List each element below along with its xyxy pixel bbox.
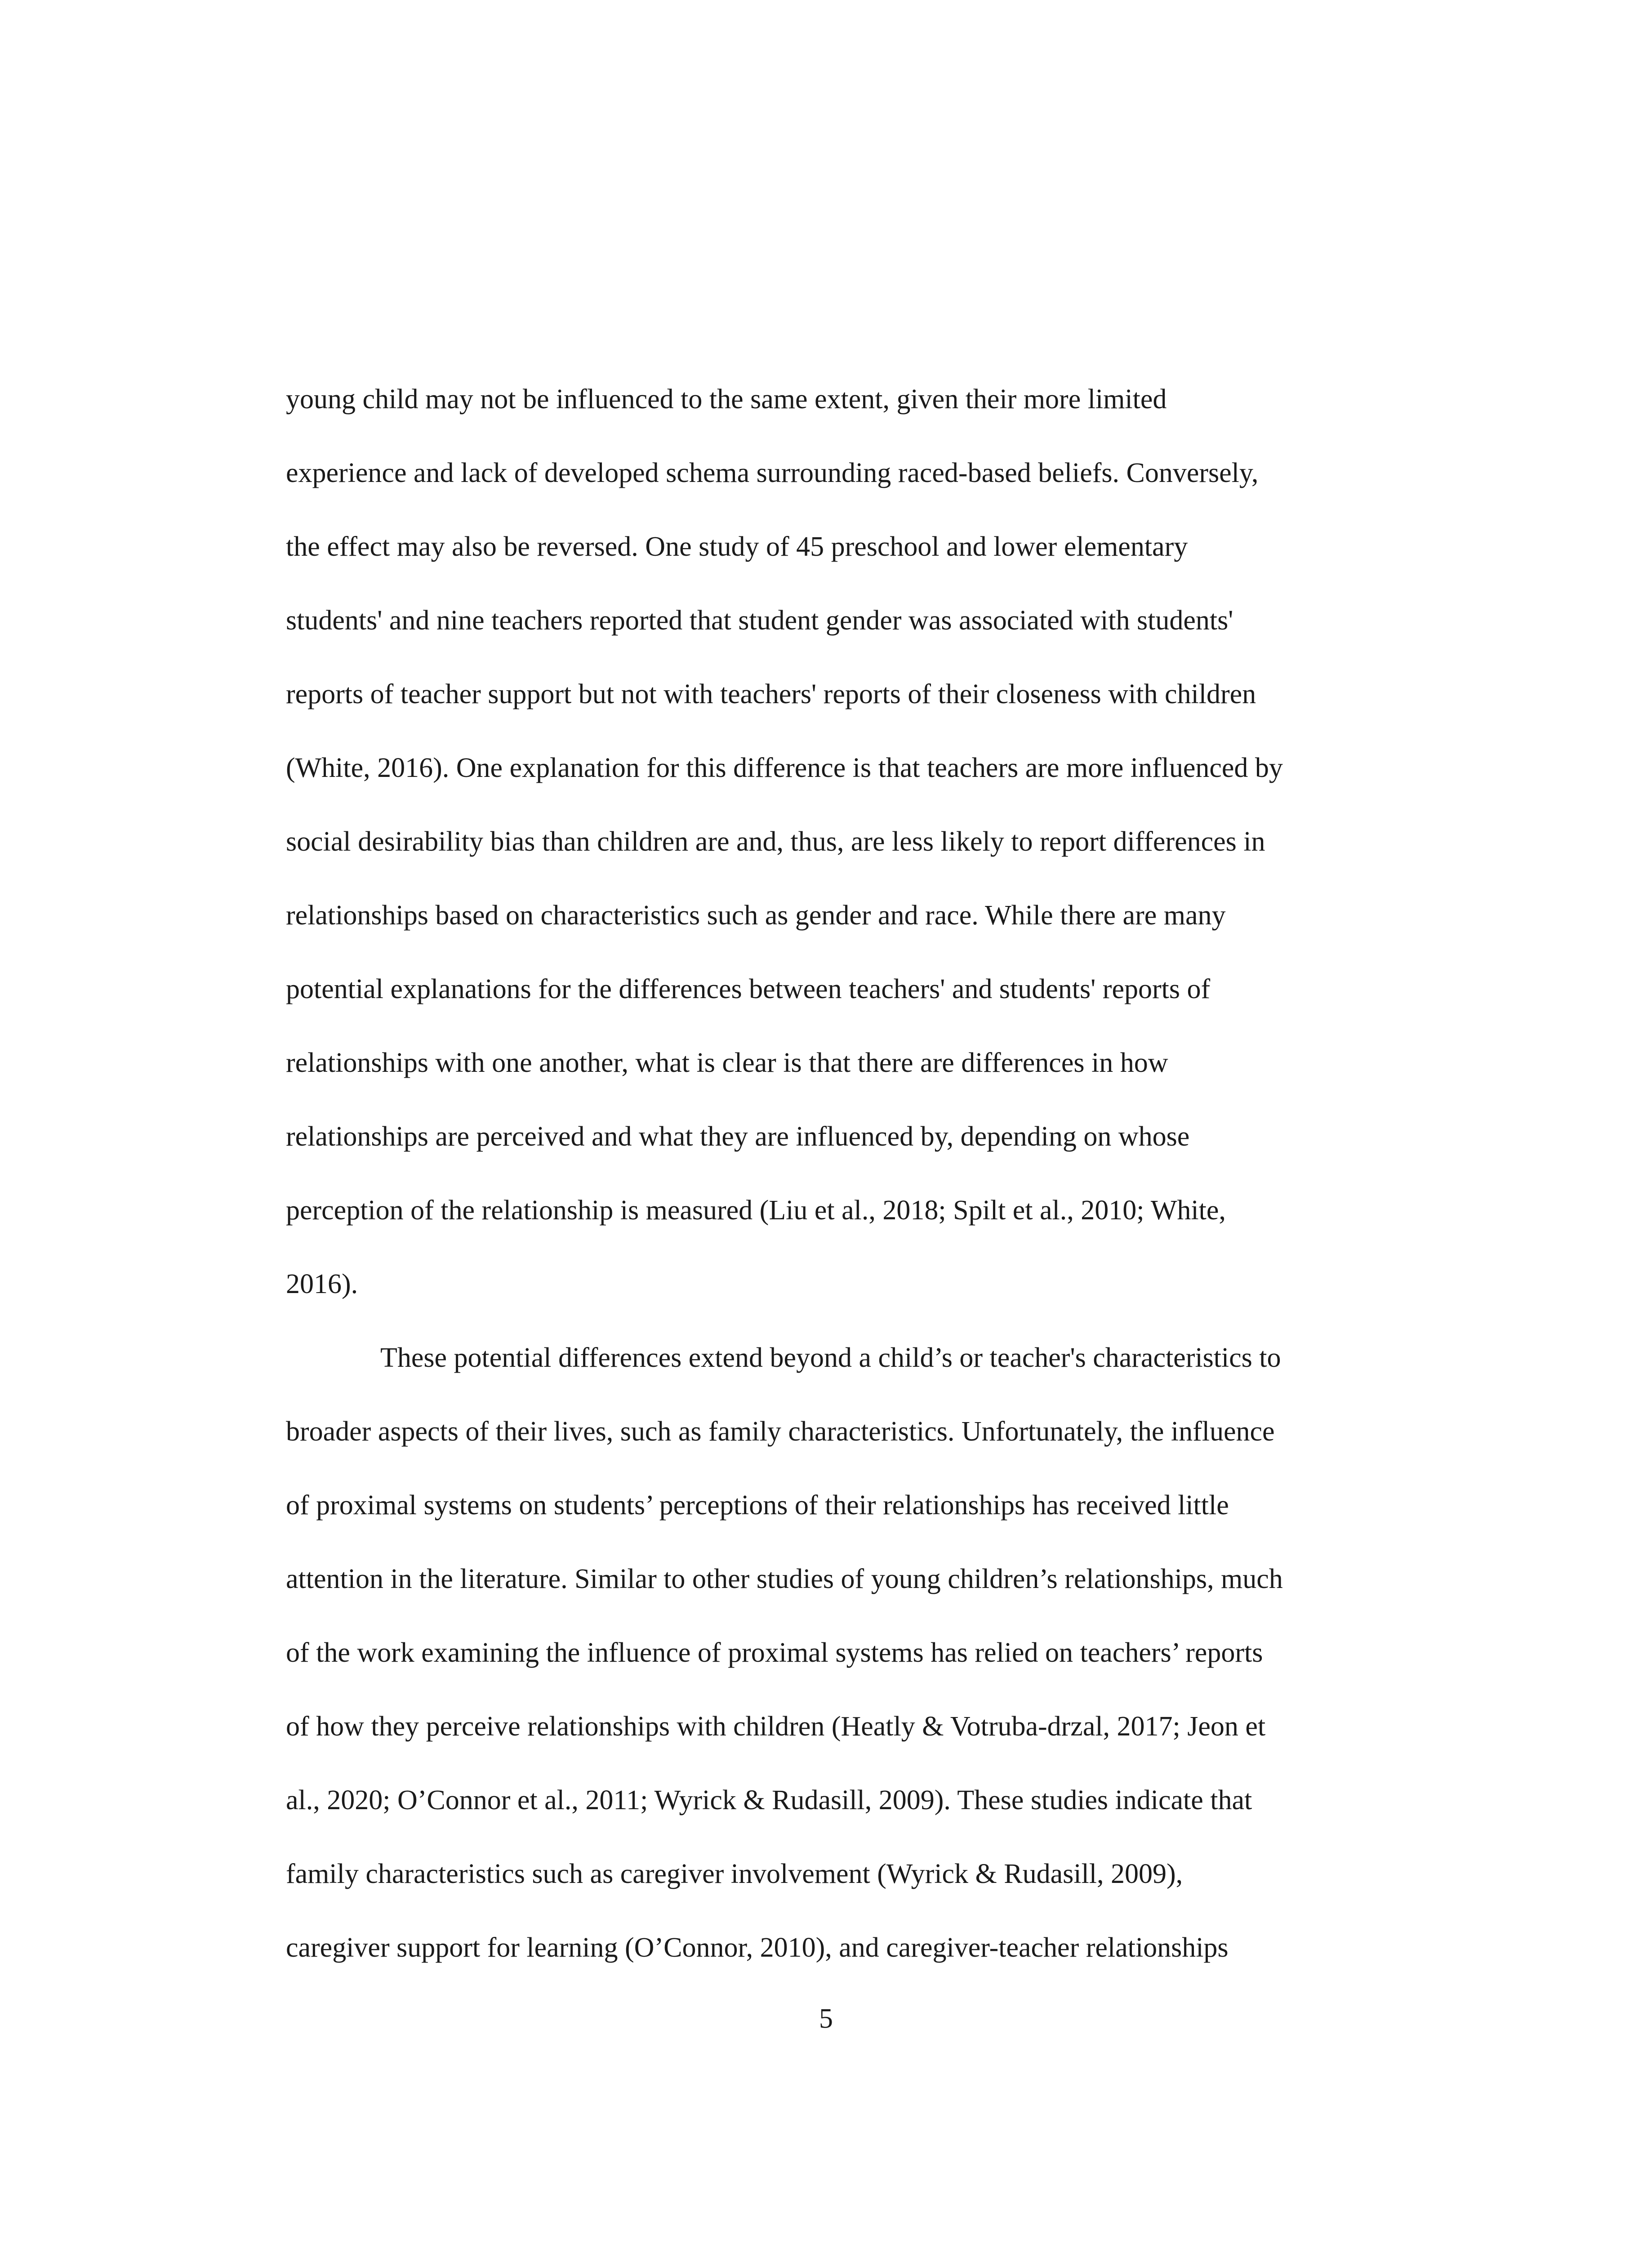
text-line: potential explanations for the differences between teachers' and students' reports of [286,974,1211,1004]
text-line: young child may not be influenced to the same extent, given their more limited [286,384,1167,415]
text-line: 2016). [286,1269,358,1299]
text-line: of proximal systems on students’ perceptions of their relationships has received little [286,1490,1229,1521]
page-number: 5 [819,2003,833,2034]
text-line: caregiver support for learning (O’Connor, 2010), and caregiver-teacher relationships [286,1932,1229,1963]
text-line: relationships are perceived and what they are influenced by, depending on whose [286,1121,1190,1152]
text-line: broader aspects of their lives, such as family characteristics. Unfortunately, the influence [286,1416,1275,1447]
text-line: attention in the literature. Similar to other studies of young children’s relationships, much [286,1564,1283,1594]
text-line: of how they perceive relationships with children (Heatly & Votruba-drzal, 2017; Jeon et [286,1711,1266,1742]
text-line: of the work examining the influence of proximal systems has relied on teachers’ reports [286,1637,1263,1668]
text-line: family characteristics such as caregiver involvement (Wyrick & Rudasill, 2009), [286,1859,1183,1889]
text-line: the effect may also be reversed. One study of 45 preschool and lower elementary [286,531,1188,562]
text-line: reports of teacher support but not with teachers' reports of their closeness with children [286,679,1256,709]
text-line: social desirability bias than children are and, thus, are less likely to report differences in [286,826,1265,857]
text-line: relationships based on characteristics such as gender and race. While there are many [286,900,1226,931]
text-line: al., 2020; O’Connor et al., 2011; Wyrick & Rudasill, 2009). These studies indicate that [286,1785,1252,1815]
text-line: relationships with one another, what is clear is that there are differences in how [286,1048,1168,1078]
text-line: students' and nine teachers reported that student gender was associated with students' [286,605,1233,636]
text-line: experience and lack of developed schema surrounding raced-based beliefs. Conversely, [286,458,1259,488]
text-line: (White, 2016). One explanation for this difference is that teachers are more influenced by [286,753,1283,783]
paragraph-first-line: These potential differences extend beyond a child’s or teacher's characteristics to [380,1343,1281,1373]
text-line: perception of the relationship is measured (Liu et al., 2018; Spilt et al., 2010; White, [286,1195,1226,1226]
